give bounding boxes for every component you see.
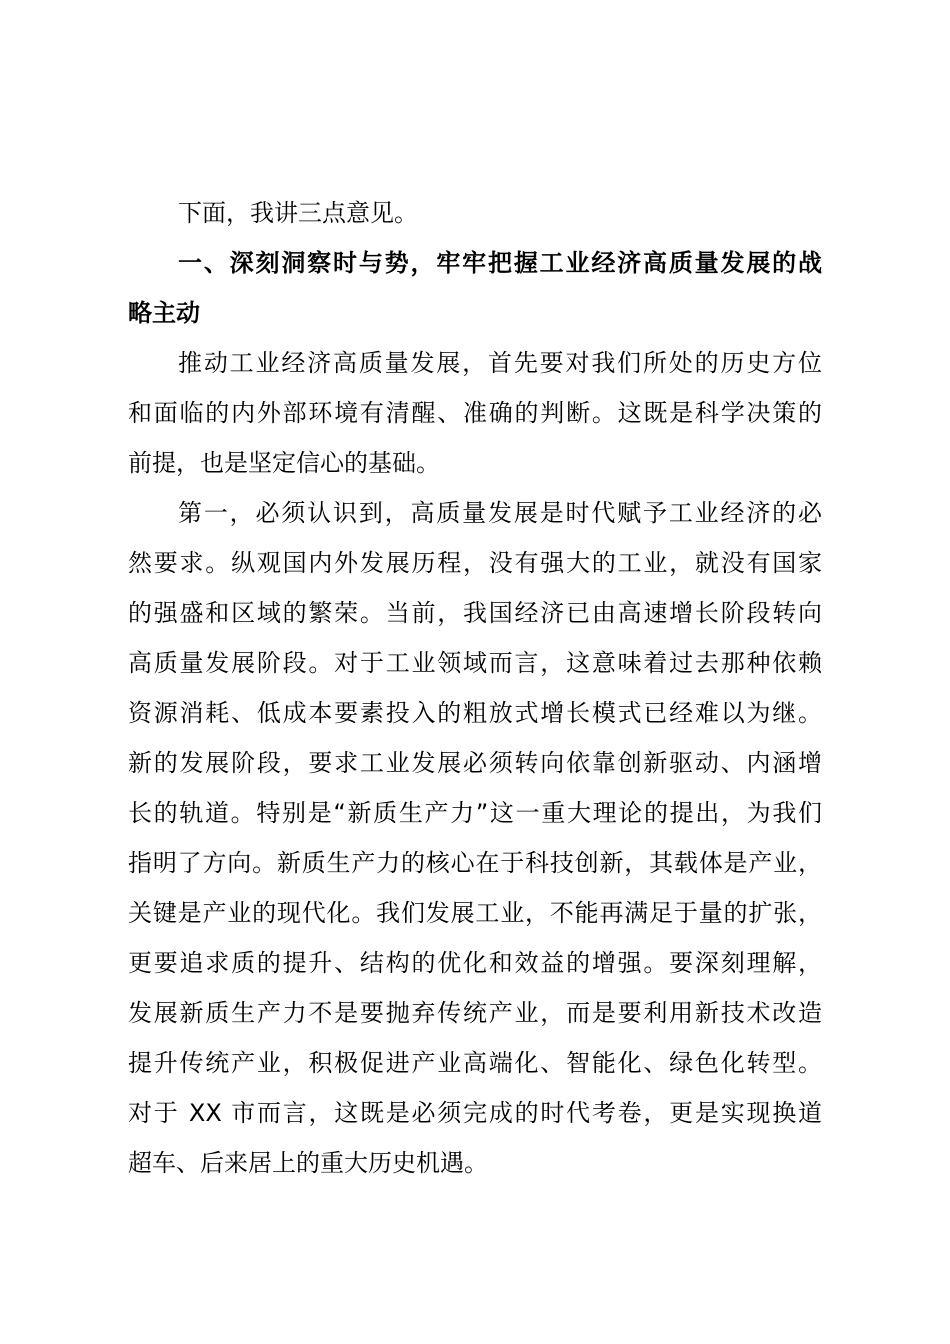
- text-line: 新的发展阶段，要求工业发展必须转向依靠创新驱动、内涵增: [128, 749, 822, 777]
- text-line: 高质量发展阶段。对于工业领域而言，这意味着过去那种依赖: [128, 649, 822, 677]
- text-line: 第一，必须认识到，高质量发展是时代赋予工业经济的必: [178, 499, 822, 527]
- text-line: 关键是产业的现代化。我们发展工业，不能再满足于量的扩张，: [128, 899, 822, 927]
- text-line: 对于 XX 市而言，这既是必须完成的时代考卷，更是实现换道: [128, 1099, 822, 1127]
- text-line: 指明了方向。新质生产力的核心在于科技创新，其载体是产业，: [128, 849, 822, 877]
- text-line: 和面临的内外部环境有清醒、准确的判断。这既是科学决策的: [128, 399, 822, 427]
- text-line: 略主动: [128, 299, 200, 327]
- text-line: 资源消耗、低成本要素投入的粗放式增长模式已经难以为继。: [128, 699, 822, 727]
- text-line: 提升传统产业，积极促进产业高端化、智能化、绿色化转型。: [128, 1049, 822, 1077]
- paragraph: [128, 488, 822, 1188]
- text-line: 一、深刻洞察时与势，牢牢把握工业经济高质量发展的战: [178, 249, 822, 277]
- section-heading: [128, 238, 822, 338]
- paragraph: [128, 188, 822, 238]
- text-line: 更要追求质的提升、结构的优化和效益的增强。要深刻理解，: [128, 949, 822, 977]
- document-body: [128, 188, 822, 1188]
- text-line: 发展新质生产力不是要抛弃传统产业，而是要利用新技术改造: [128, 999, 822, 1027]
- paragraph: [128, 338, 822, 488]
- text-line: 的强盛和区域的繁荣。当前，我国经济已由高速增长阶段转向: [128, 599, 822, 627]
- text-line: 超车、后来居上的重大历史机遇。: [128, 1149, 488, 1177]
- text-line: 前提，也是坚定信心的基础。: [128, 449, 440, 477]
- text-line: 然要求。纵观国内外发展历程，没有强大的工业，就没有国家: [128, 549, 822, 577]
- text-line: 长的轨道。特别是“新质生产力”这一重大理论的提出，为我们: [128, 799, 822, 827]
- text-line: 下面，我讲三点意见。: [178, 199, 418, 227]
- text-line: 推动工业经济高质量发展，首先要对我们所处的历史方位: [178, 349, 822, 377]
